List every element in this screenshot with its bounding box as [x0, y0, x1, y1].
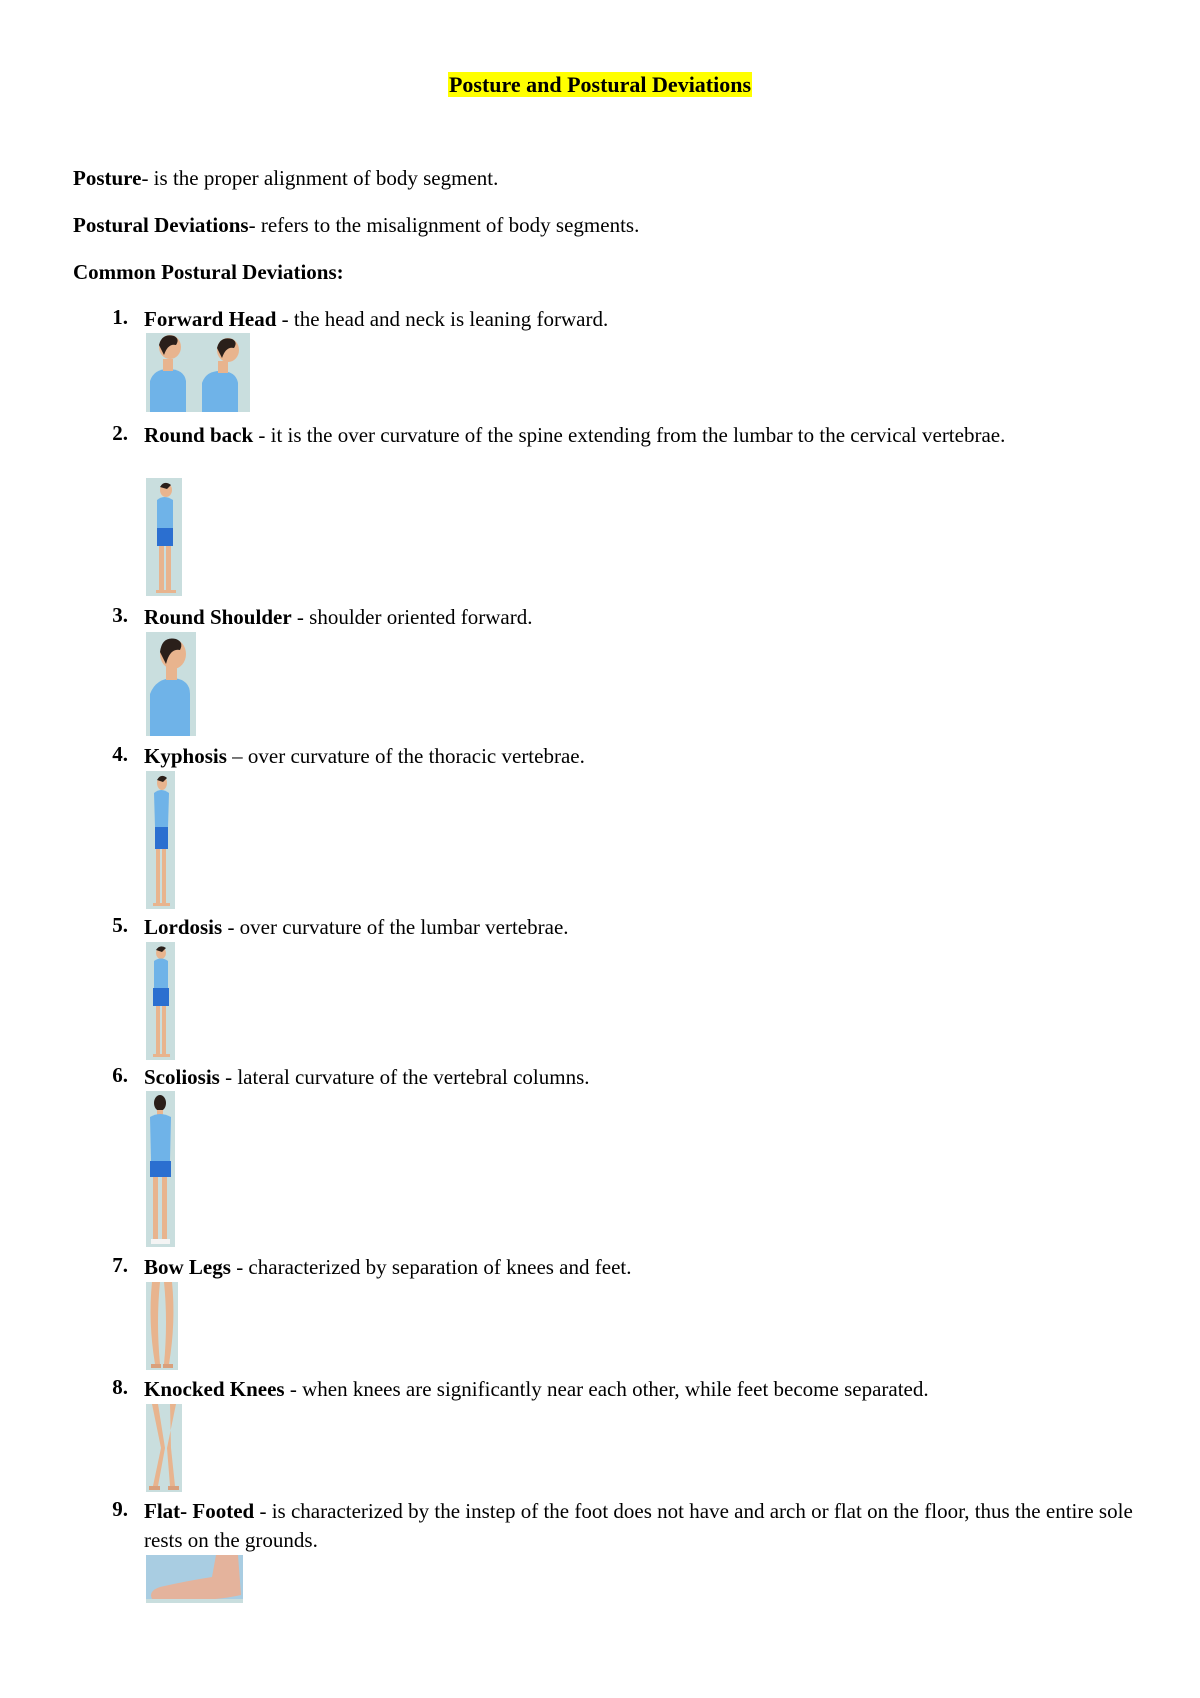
round-shoulder-image — [146, 632, 196, 736]
item-number: 9. — [112, 1497, 128, 1521]
item-number: 1. — [112, 305, 128, 329]
item-term: Bow Legs — [144, 1255, 231, 1279]
item-description: - the head and neck is leaning forward. — [276, 307, 609, 331]
deviations-definition — [73, 213, 639, 238]
round-back-image — [146, 478, 182, 596]
item-number: 3. — [112, 603, 128, 627]
item-number: 6. — [112, 1063, 128, 1087]
flat-foot-image — [146, 1555, 243, 1603]
item-term: Kyphosis — [144, 744, 227, 768]
item-term: Knocked Knees — [144, 1377, 285, 1401]
item-number: 5. — [112, 913, 128, 937]
item-term: Scoliosis — [144, 1065, 220, 1089]
item-description: - when knees are significantly near each other, while feet become separated. — [284, 1377, 929, 1401]
lordosis-image — [146, 942, 175, 1060]
posture-term: Posture — [73, 166, 142, 190]
common-deviations-heading: Common Postural Deviations: — [73, 260, 344, 284]
posture-definition — [73, 166, 498, 191]
item-number: 8. — [112, 1375, 128, 1399]
item-description: - characterized by separation of knees and feet. — [230, 1255, 632, 1279]
item-description: - is characterized by the instep of the foot does not have and arch or flat on the floor, thus the entire sole rests on the grounds. — [144, 1499, 1133, 1552]
scoliosis-image — [146, 1091, 175, 1247]
page-title: Posture and Postural Deviations — [448, 72, 752, 97]
item-term: Round Shoulder — [144, 605, 292, 629]
deviations-text: - refers to the misalignment of body segments. — [248, 213, 640, 237]
item-term: Forward Head — [144, 307, 277, 331]
knocked-knees-image — [146, 1404, 182, 1492]
item-number: 4. — [112, 742, 128, 766]
item-description: - over curvature of the lumbar vertebrae. — [222, 915, 569, 939]
deviations-term: Postural Deviations — [73, 213, 249, 237]
item-term: Lordosis — [144, 915, 223, 939]
item-description: – over curvature of the thoracic vertebrae. — [226, 744, 585, 768]
item-term: Round back — [144, 423, 254, 447]
item-number: 7. — [112, 1253, 128, 1277]
bow-legs-image — [146, 1282, 178, 1370]
posture-text: - is the proper alignment of body segment. — [141, 166, 499, 190]
kyphosis-image — [146, 771, 175, 909]
title-row — [0, 72, 1200, 98]
forward-head-image — [146, 333, 250, 412]
item-number: 2. — [112, 421, 128, 445]
item-description: - it is the over curvature of the spine extending from the lumbar to the cervical vertebrae. — [253, 423, 1006, 447]
item-term: Flat- Footed — [144, 1499, 255, 1523]
item-description: - lateral curvature of the vertebral columns. — [219, 1065, 590, 1089]
item-description: - shoulder oriented forward. — [291, 605, 533, 629]
